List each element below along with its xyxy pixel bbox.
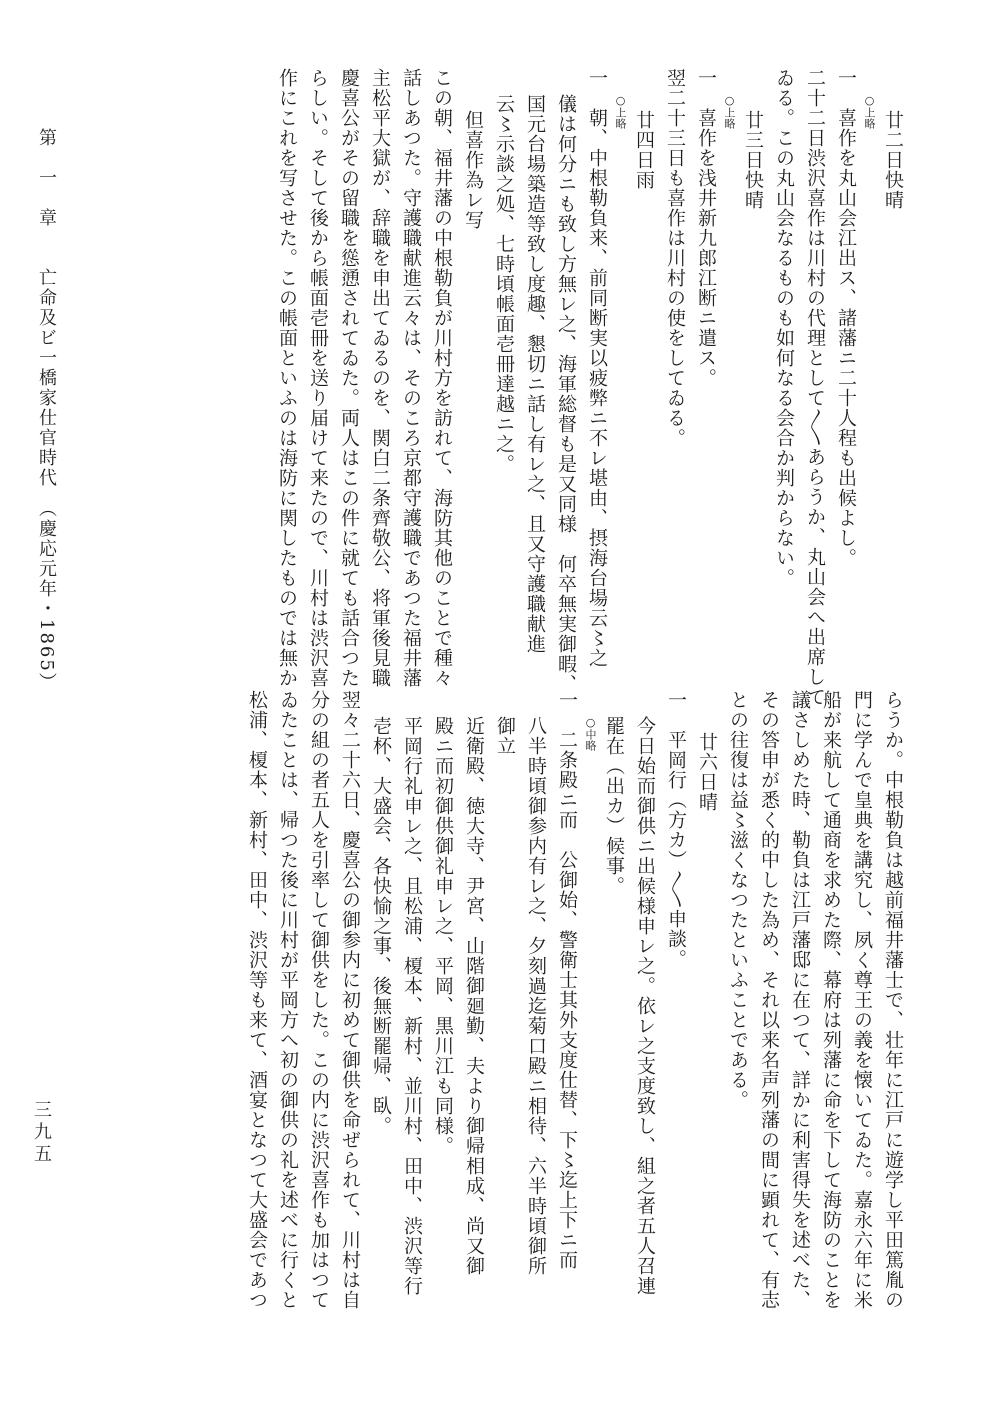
- diary-entry-line: 一 二条殿ニ而 公御始、警衛士其外支度仕替、下〻迄上下ニ而: [556, 690, 578, 1270]
- commentary-line: その答申が悉く的中した為め、それ以来名声列藩の間に顕れて、有志: [758, 690, 780, 1310]
- diary-continuation-line: 八半時頃御参内有レ之、夕刻過迄菊口殿ニ相待、六半時頃御所: [525, 716, 547, 1276]
- running-head: 第 一 章 亡命及ビ一橋家仕官時代 （慶応元年・1865）: [36, 128, 57, 693]
- page-number: 三九五: [31, 1100, 52, 1166]
- diary-entry-line: 一 朝、中根勒負来、前同断実以疲弊ニ不レ堪由、摂海台場云〻之: [586, 68, 608, 668]
- commentary-line: この朝、福井藩の中根勒負が川村方を訪れて、海防其他のことで種々: [431, 68, 453, 688]
- commentary-line: 作にこれを写させた。この帳面といふのは海防に関したものでは無か: [276, 68, 298, 688]
- omission-note: ○ 中略: [582, 690, 598, 1290]
- diary-continuation-line: 云〻示談之処、七時頃帳面壱冊達越ニ之。: [493, 94, 515, 474]
- commentary-line: らうか。中根勒負は越前福井藩士で、壮年に江戸に遊学し平田篤胤の: [882, 690, 904, 1310]
- date-heading: 廿二日快晴: [882, 110, 904, 210]
- diary-continuation-line: 平岡行礼申レ之、且松浦、榎本、新村、並川村、田中、渋沢等行: [401, 716, 423, 1296]
- diary-continuation-line: 近衛殿、徳大寺、尹宮、山階御廻勤、夫より御帰相成、尚又御: [463, 716, 485, 1276]
- commentary-line: との往復は益〻滋くなつたといふことである。: [727, 690, 749, 1110]
- omission-note: ○ 上略: [721, 68, 737, 668]
- commentary-line: 門に学んで皇典を講究し、夙く尊王の義を懐いてゐた。嘉永六年に米: [851, 690, 873, 1310]
- date-heading: 廿三日快晴: [742, 110, 764, 210]
- commentary-line: ゐる。この丸山会なるものも如何なる会合か判からない。: [773, 68, 795, 588]
- diary-entry-line: 一 喜作を丸山会江出ス、諸藩ニ二十人程も出候よし。: [835, 68, 857, 568]
- commentary-line: ゐたことは、帰つた後に川村が平岡方へ初の御供の礼を述べに行くと: [277, 690, 299, 1310]
- commentary-line: 分の組の者五人を引率して御供をした。この内に渋沢喜作も加はつて: [308, 690, 330, 1310]
- diary-continuation-line: 御立: [494, 716, 516, 756]
- date-heading: 廿六日晴: [696, 732, 718, 812]
- diary-entry-line: 一 平岡行（方カ）〳〵申談。: [665, 690, 687, 969]
- diary-continuation-line: 罷在（出カ）候事。: [603, 716, 625, 896]
- diary-continuation-line: 国元台場築造等致し度趣、懇切ニ話し有レ之、且又守護職献進: [524, 94, 546, 654]
- diary-continuation-line: 今日始而御供ニ出候様申レ之。依レ之支度致し、組之者五人召連: [634, 716, 656, 1296]
- diary-continuation-line: 壱杯、大盛会、各快愉之事、後無断罷帰、臥。: [370, 716, 392, 1136]
- omission-note: ○ 上略: [612, 68, 628, 668]
- commentary-line: 翌々二十六日、慶喜公の御参内に初めて御供を命ぜられて、川村は自: [339, 690, 361, 1310]
- commentary-line: 松浦、榎本、新村、田中、渋沢等も来て、酒宴となつて大盛会であつ: [246, 690, 268, 1310]
- commentary-line: 議さしめた時、勒負は江戸藩邸に在つて、詳かに利害得失を述べた、: [789, 690, 811, 1310]
- commentary-line: らしい。そして後から帳面壱冊を送り届けて来たので、川村は渋沢喜: [307, 68, 329, 688]
- diary-continuation-line: 殿ニ而初御供御礼申レ之、平岡、黒川江も同様。: [432, 716, 454, 1156]
- date-heading: 廿四日雨: [633, 110, 655, 190]
- diary-entry-line: 一 喜作を浅井新九郎江断ニ遣ス。: [695, 68, 717, 388]
- commentary-line: 二十二日渋沢喜作は川村の代理として〳〵あらうか、丸山会へ出席して: [804, 68, 826, 707]
- top-text-block: [271, 68, 908, 707]
- omission-note: ○ 上略: [861, 68, 877, 668]
- diary-continuation-line: 儀は何分ニも致し方無レ之、海軍総督も是又同様 何卒無実御暇、: [555, 94, 577, 694]
- commentary-line: 話しあつた。守護職献進云々は、そのころ京都守護職であつた福井藩: [400, 68, 422, 688]
- commentary-line: 船が来航して通商を求めた際、幕府は列藩に命を下して海防のことを: [820, 690, 842, 1310]
- commentary-line: 慶喜公がその留職を慫慂されてゐた。両人はこの件に就ても話合つた: [338, 68, 360, 688]
- commentary-line: 主松平大獄が、辞職を申出てゐるのを、関白二条齊敬公、将軍後見職: [369, 68, 391, 688]
- commentary-line: 翌二十三日も喜作は川村の使をしてゐる。: [664, 68, 686, 448]
- bottom-text-block: [241, 690, 908, 1310]
- diary-continuation-line: 但喜作為レ写: [462, 110, 484, 230]
